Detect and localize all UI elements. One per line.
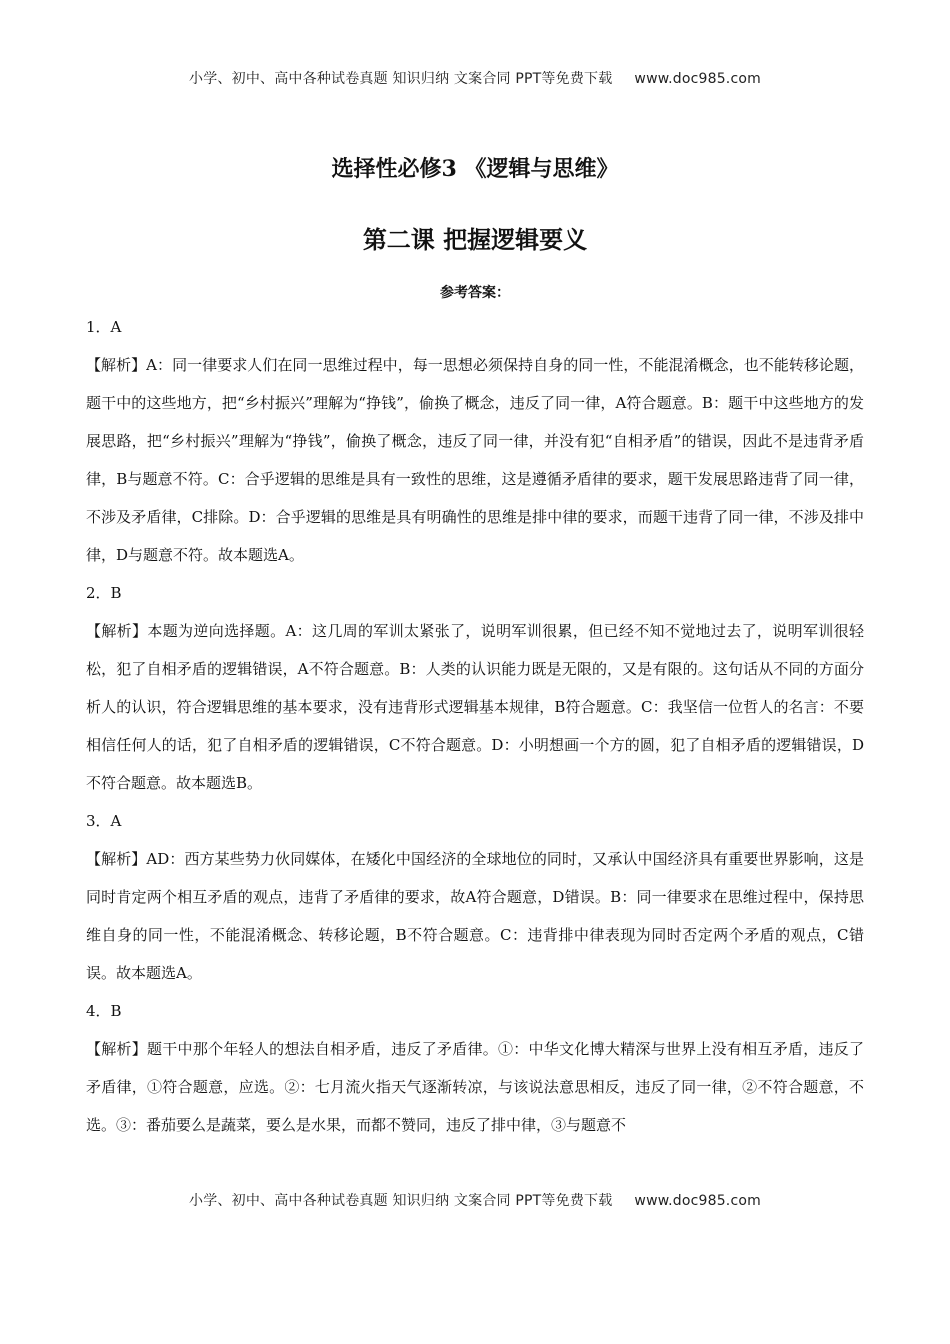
answer-analysis: 【解析】AD：西方某些势力伙同媒体，在矮化中国经济的全球地位的同时，又承认中国经济具有重要世界影响，这是同时肯定两个相互矛盾的观点，违背了矛盾律的要求，故A符合题意，D错误。B：同一律要求在思维过程中，保持思维自身的同一性，不能混淆概念、转移论题，B不符合题意。C：违背排中律表现为同时否定两个矛盾的观点，C错误。故本题选A。 [86, 850, 864, 982]
page-footer [0, 1190, 950, 1210]
answer-number: 4．B [86, 1002, 122, 1020]
header-site[interactable]: www.doc985.com [634, 71, 761, 87]
footer-text: 小学、初中、高中各种试卷真题 知识归纳 文案合同 PPT等免费下载 [189, 1193, 613, 1209]
answer-analysis: 【解析】A：同一律要求人们在同一思维过程中，每一思想必须保持自身的同一性，不能混淆概念，也不能转移论题，题干中的这些地方，把“乡村振兴”理解为“挣钱”，偷换了概念，违反了同一律，A符合题意。B：题干中这些地方的发展思路，把“乡村振兴”理解为“挣钱”，偷换了概念，违反了同一律，并没有犯“自相矛盾”的错误，因此不是违背矛盾律，B与题意不符。C：合乎逻辑的思维是具有一致性的思维，这是遵循矛盾律的要求，题干发展思路违背了同一律，不涉及矛盾律，C排除。D：合乎逻辑的思维是具有明确性的思维是排中律的要求，而题干违背了同一律，不涉及排中律，D与题意不符。故本题选A。 [86, 356, 864, 564]
answer-item-1 [86, 308, 864, 574]
answer-item-2 [86, 574, 864, 802]
answer-number: 1．A [86, 318, 122, 336]
answer-item-3 [86, 802, 864, 992]
answer-number: 2．B [86, 584, 122, 602]
answer-list [86, 308, 864, 1144]
answer-key-heading: 参考答案： [440, 285, 510, 301]
answer-analysis: 【解析】题干中那个年轻人的想法自相矛盾，违反了矛盾律。①：中华文化博大精深与世界上没有相互矛盾，违反了矛盾律，①符合题意，应选。②：七月流火指天气逐渐转凉，与该说法意思相反，违反了同一律，②不符合题意，不选。③：番茄要么是蔬菜，要么是水果，而都不赞同，违反了排中律，③与题意不 [86, 1040, 864, 1134]
page-header [0, 68, 950, 88]
lesson-title: 第二课 把握逻辑要义 [362, 225, 588, 254]
answer-item-4 [86, 992, 864, 1144]
footer-site[interactable]: www.doc985.com [634, 1193, 761, 1209]
header-text: 小学、初中、高中各种试卷真题 知识归纳 文案合同 PPT等免费下载 [189, 71, 613, 87]
document-title: 选择性必修3 《逻辑与思维》 [331, 156, 619, 182]
answer-number: 3．A [86, 812, 122, 830]
answer-analysis: 【解析】本题为逆向选择题。A：这几周的军训太紧张了，说明军训很累，但已经不知不觉地过去了，说明军训很轻松，犯了自相矛盾的逻辑错误，A不符合题意。B：人类的认识能力既是无限的，又是有限的。这句话从不同的方面分析人的认识，符合逻辑思维的基本要求，没有违背形式逻辑基本规律，B符合题意。C：我坚信一位哲人的名言：不要相信任何人的话，犯了自相矛盾的逻辑错误，C不符合题意。D：小明想画一个方的圆，犯了自相矛盾的逻辑错误，D不符合题意。故本题选B。 [86, 622, 864, 792]
